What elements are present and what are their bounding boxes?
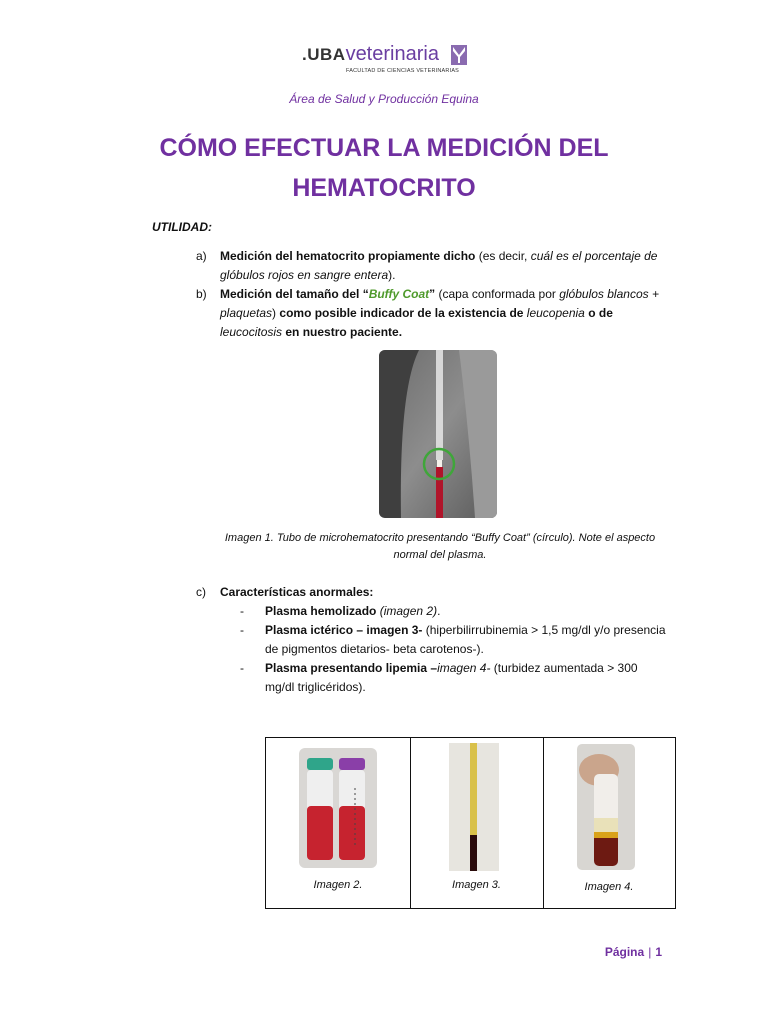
- image-4-caption: Imagen 4.: [584, 881, 634, 893]
- list-item-c: [196, 583, 666, 602]
- sub3-bold: Plasma presentando lipemia –: [265, 661, 438, 675]
- item-b-italic-3: leucocitosis: [220, 325, 283, 339]
- item-b-bold-1: Medición del tamaño del “: [220, 287, 369, 301]
- page-number: 1: [655, 945, 662, 959]
- sublist-item-lipemia: [196, 659, 666, 697]
- image-table: [265, 737, 676, 909]
- sub2-text: (hiperbilirrubinemia > 1,5 mg/dl y/o presencia de pigmentos dietarios- beta carotenos-).: [265, 623, 666, 656]
- utility-list: [196, 247, 666, 342]
- sub2-bold: Plasma ictérico – imagen 3-: [265, 623, 423, 637]
- page-title: [120, 128, 648, 208]
- sub3-italic: imagen 4-: [437, 661, 491, 675]
- list-item-a: [196, 247, 666, 285]
- logo-prefix: .UBA: [302, 45, 346, 64]
- sub1-bold: Plasma hemolizado: [265, 604, 377, 618]
- item-b-bold-5: en nuestro paciente.: [282, 325, 403, 339]
- logo-subtitle: FACULTAD DE CIENCIAS VETERINARIAS: [346, 68, 460, 74]
- sub3-text: (turbidez aumentada > 300 mg/dl triglicéridos).: [265, 661, 638, 694]
- item-b-italic-1: glóbulos blancos + plaquetas: [220, 287, 659, 320]
- title-line-1: CÓMO EFECTUAR LA MEDICIÓN DEL: [159, 134, 609, 162]
- item-b-bold-3: como posible indicador de la existencia de: [279, 306, 527, 320]
- image-cell-4: [543, 738, 675, 908]
- item-a-italic: cuál es el porcentaje de glóbulos rojos en sangre entera: [220, 249, 658, 282]
- title-line-2: HEMATOCRITO: [292, 174, 476, 202]
- logo-name: veterinaria: [345, 43, 439, 65]
- abnormal-list: [196, 583, 666, 697]
- image-3-caption: Imagen 3.: [452, 879, 501, 891]
- image-2-caption: Imagen 2.: [313, 879, 363, 891]
- footer-label: Página: [604, 945, 645, 959]
- item-b-italic-2: leucopenia: [526, 306, 585, 320]
- lipemic-tube-photo: [577, 744, 635, 870]
- microhematocrit-tube-photo: [379, 350, 497, 518]
- dash: -: [240, 604, 244, 618]
- item-b-bold-2: ”: [429, 287, 436, 301]
- page-footer: [605, 945, 662, 959]
- item-a-bold: Medición del hematocrito propiamente dicho: [220, 249, 476, 263]
- image-cell-2: [266, 738, 411, 908]
- dash: -: [240, 661, 244, 675]
- list-marker: a): [196, 249, 207, 263]
- list-marker: c): [196, 585, 206, 599]
- icteric-tube-photo: [449, 743, 499, 871]
- dash: -: [240, 623, 244, 637]
- list-marker: b): [196, 287, 207, 301]
- image-cell-3: [410, 738, 544, 908]
- uba-veterinaria-logo: [302, 43, 472, 79]
- hemolyzed-tubes-photo: [299, 748, 377, 868]
- item-c-label: Características anormales:: [220, 585, 374, 599]
- sublist-item-icteric: [196, 621, 666, 659]
- item-a-text: (es decir,: [475, 249, 531, 263]
- item-b-text-1: (capa conformada por: [435, 287, 560, 301]
- item-b-text-2: ): [272, 306, 280, 320]
- image-1-caption: Imagen 1. Tubo de microhematocrito presentando “Buffy Coat” (círculo). Note el aspecto normal del plasma.: [224, 532, 656, 561]
- footer-separator: |: [648, 945, 652, 959]
- sub1-end: .: [437, 604, 441, 618]
- list-item-b: [196, 285, 666, 342]
- sublist-item-hemolyzed: [196, 602, 666, 621]
- item-a-end: ).: [388, 268, 396, 282]
- area-subtitle: Área de Salud y Producción Equina: [289, 92, 479, 106]
- logo-emblem-icon: [451, 45, 467, 65]
- sub1-italic: (imagen 2): [376, 604, 438, 618]
- section-heading-utilidad: UTILIDAD:: [152, 220, 212, 234]
- item-b-bold-4: o de: [584, 306, 613, 320]
- buffy-coat-term: Buffy Coat: [368, 287, 430, 301]
